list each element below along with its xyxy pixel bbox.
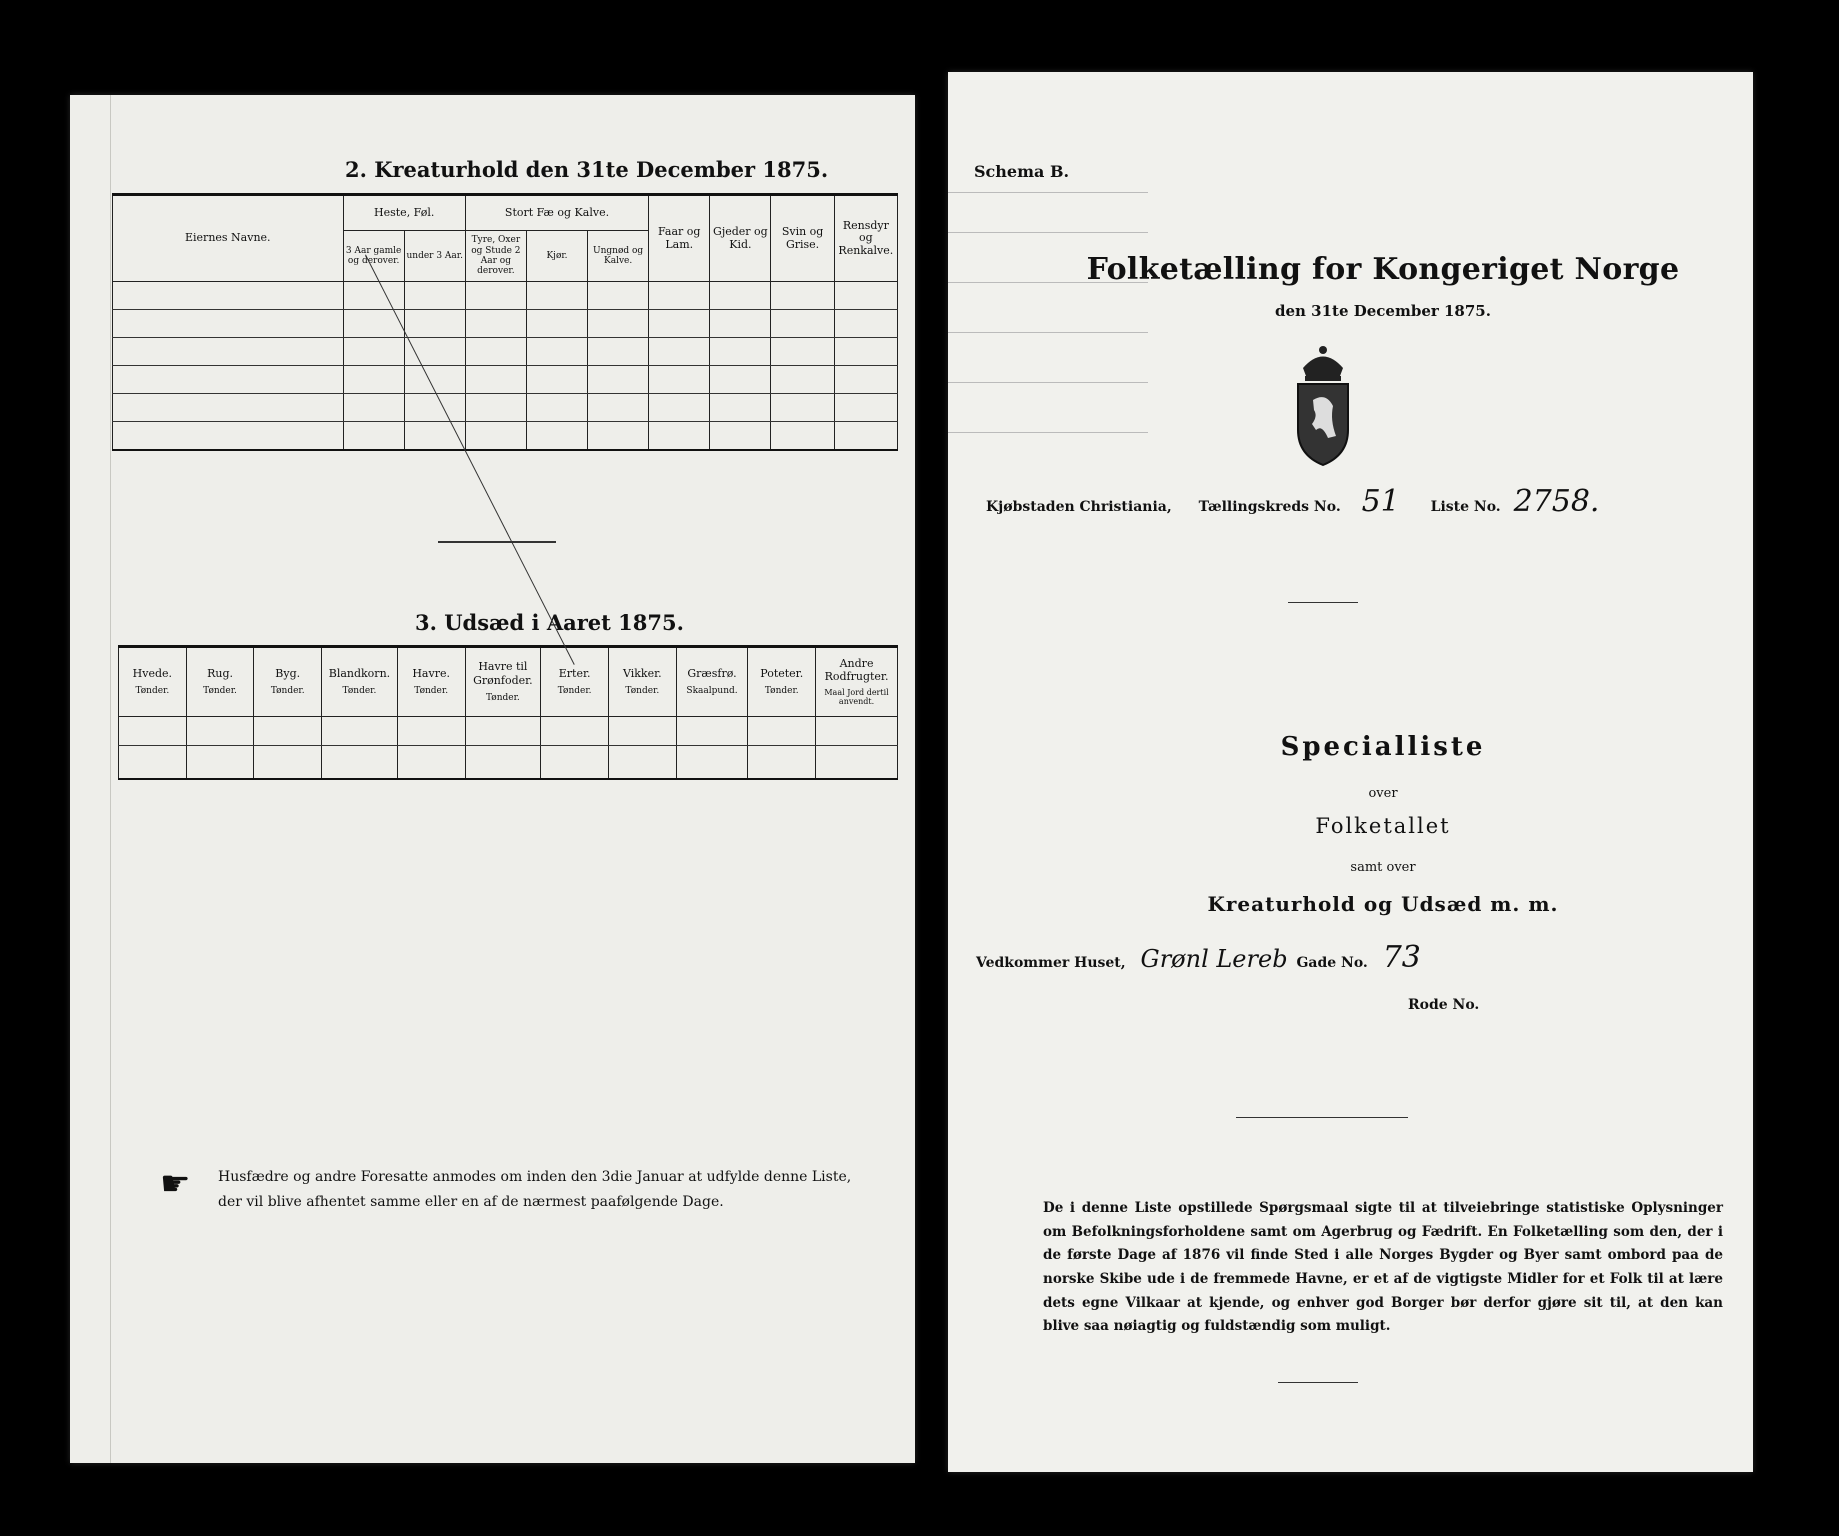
list-label: Liste No. [1430,499,1501,515]
col-erter-header: Erter. Tønder. [541,647,609,717]
cattle-bulls-header: Tyre, Oxer og Stude 2 Aar og derover. [465,231,526,282]
separator-rule [438,541,556,543]
house-line [976,940,1421,975]
col-havre-gronfoder-header: Havre til Grønfoder. Tønder. [465,647,541,717]
instructions-notice: Husfædre og andre Foresatte anmodes om inden den 3die Januar at udfylde denne Liste, der vil blive afhentet samme eller en af de nærmest paafølgende Dage. [218,1169,852,1210]
horses-young-header: under 3 Aar. [404,231,465,282]
special-list-title: Specialliste [1280,732,1486,762]
cattle-cows-header: Kjør. [526,231,587,282]
reindeer-header: Rensdyr og Renkalve. [834,195,897,282]
table-row [113,366,898,394]
census-title: Folketælling for Kongeriget Norge [1086,252,1680,287]
seed-section-title: 3. Udsæd i Aaret 1875. [415,610,684,635]
rode-label: Rode No. [1408,997,1480,1013]
kreaturhold-text: Kreaturhold og Udsæd m. m. [1207,892,1559,916]
horses-old-header: 3 Aar gamle og derover. [343,231,404,282]
right-page [948,72,1753,1472]
census-date: den 31te December 1875. [1275,302,1491,320]
district-value: 51 [1361,484,1400,519]
livestock-table [112,193,898,451]
house-value: Grønl Lereb [1140,945,1288,973]
table-row [113,422,898,451]
street-value: 73 [1382,940,1421,975]
separator-rule [1278,1382,1358,1383]
table-row [113,310,898,338]
folketallet-text: Folketallet [1315,814,1451,838]
table-row [113,394,898,422]
table-row [113,282,898,310]
col-graesfro-header: Græsfrø. Skaalpund. [676,647,748,717]
district-label: Tællingskreds No. [1198,499,1341,515]
col-vikker-header: Vikker. Tønder. [608,647,676,717]
col-rodfrugter-header: Andre Rodfrugter. Maal Jord dertil anvendt. [816,647,898,717]
over-text: over [1368,786,1398,801]
seed-table [118,645,898,780]
separator-rule [1288,602,1358,603]
col-rug-header: Rug. Tønder. [186,647,254,717]
col-byg-header: Byg. Tønder. [254,647,322,717]
list-value: 2758. [1513,484,1600,519]
separator-rule [1236,1117,1408,1118]
livestock-section-title: 2. Kreaturhold den 31te December 1875. [345,157,829,182]
col-poteter-header: Poteter. Tønder. [748,647,816,717]
table-row [119,746,898,780]
sheep-header: Faar og Lam. [649,195,710,282]
goats-header: Gjeder og Kid. [710,195,771,282]
table-row [119,717,898,746]
col-hvede-header: Hvede. Tønder. [119,647,187,717]
margin-rule [110,95,111,1463]
location-line [986,484,1599,519]
horses-group-header: Heste, Føl. [343,195,465,231]
cattle-young-header: Ungnød og Kalve. [588,231,649,282]
col-havre-header: Havre. Tønder. [397,647,465,717]
house-label: Vedkommer Huset, [976,955,1126,971]
col-blandkorn-header: Blandkorn. Tønder. [322,647,398,717]
cattle-group-header: Stort Fæ og Kalve. [465,195,648,231]
owner-names-header: Eiernes Navne. [113,195,344,282]
city-label: Kjøbstaden Christiania, [986,499,1172,515]
coat-of-arms-icon [1278,340,1368,470]
street-label: Gade No. [1296,955,1368,971]
explanatory-paragraph: De i denne Liste opstillede Spørgsmaal sigte til at tilveiebringe statistiske Oplysninger om Befolkningsforholdene samt om Agerbrug og Fædrift. En Folketælling som den, der i de første Dage af 1876 vil finde Sted i alle Norges Bygder og Byer samt ombord paa de norske Skibe ude i de fremmede Havne, er et af de vigtigste Midler for et Folk til at lære dets egne Vilkaar at kjende, og enhver god Borger bør derfor gjøre sit til, at den kan blive saa nøiagtig og fuldstændig som muligt. [1043,1200,1723,1335]
left-page [70,95,915,1463]
table-row [113,338,898,366]
pigs-header: Svin og Grise. [771,195,834,282]
pointing-hand-icon: ☛ [160,1164,191,1204]
samt-over-text: samt over [1350,860,1416,875]
schema-label: Schema B. [974,162,1070,181]
